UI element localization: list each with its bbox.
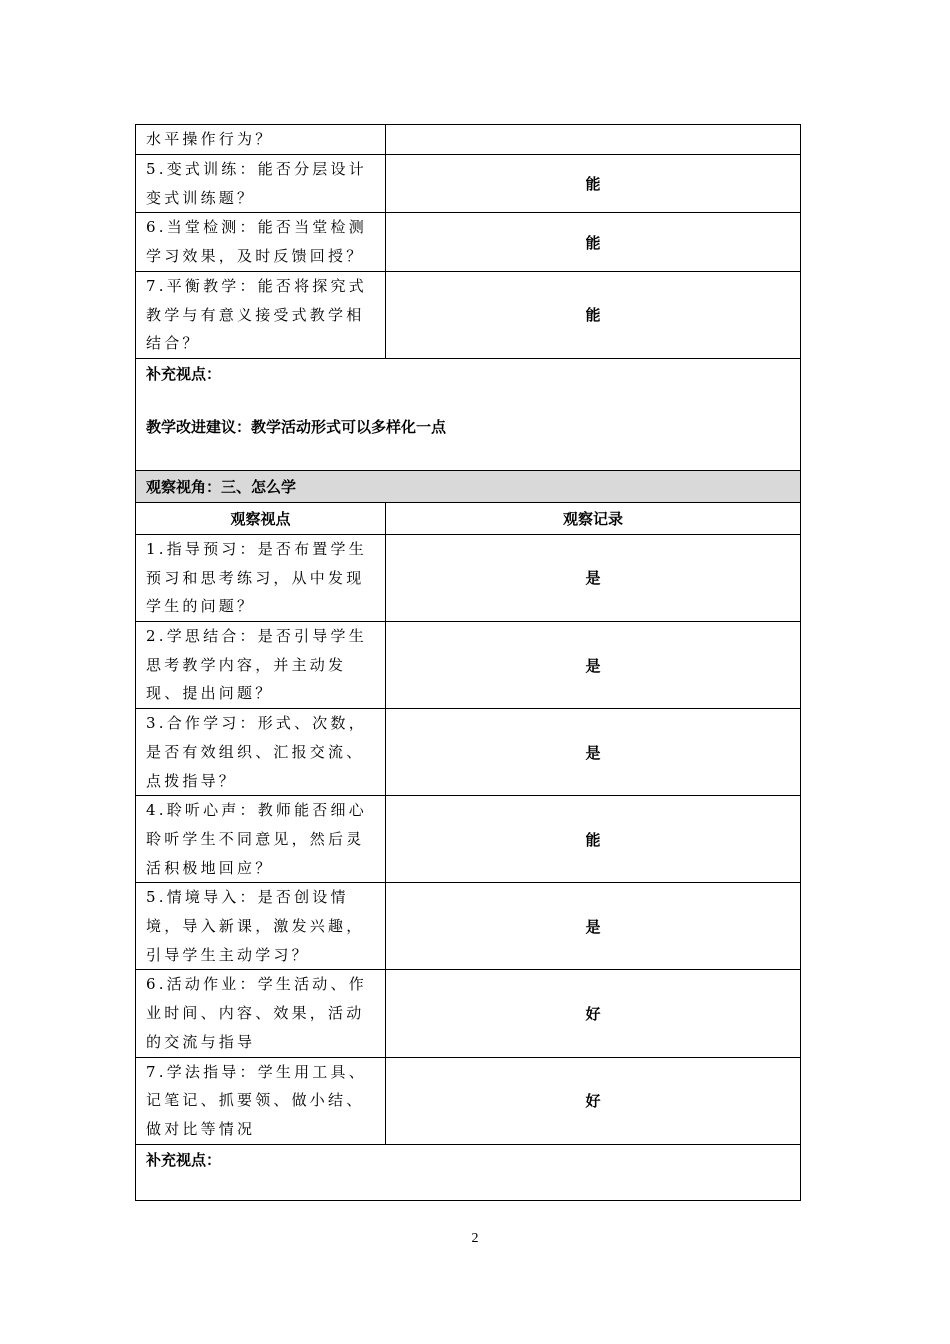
viewpoint-cell	[136, 970, 386, 1057]
record-cell: 是	[386, 883, 801, 970]
viewpoint-text: 4.聆听心声：教师能否细心聆听学生不同意见，然后灵活积极地回应？	[146, 801, 367, 877]
section-title: 观察视角：三、怎么学	[136, 470, 801, 502]
viewpoint-cell	[136, 883, 386, 970]
section-header-row	[136, 470, 801, 502]
table-row	[136, 125, 801, 155]
viewpoint-text: 1.指导预习：是否布置学生预习和思考练习，从中发现学生的问题？	[146, 539, 367, 616]
viewpoint-text: 6.当堂检测：能否当堂检测学习效果，及时反馈回授？	[146, 218, 367, 266]
viewpoint-cell	[136, 271, 386, 358]
viewpoint-text: 6.活动作业：学生活动、作业时间、内容、效果，活动的交流与指导	[146, 975, 367, 1051]
table-row	[136, 213, 801, 271]
column-header-row	[136, 502, 801, 534]
record-cell: 是	[386, 622, 801, 709]
record-cell: 能	[386, 213, 801, 271]
viewpoint-cell	[136, 622, 386, 709]
column-header-record: 观察记录	[386, 502, 801, 534]
viewpoint-cell	[136, 796, 386, 883]
supplement-label: 补充视点：	[146, 364, 222, 383]
viewpoint-cell	[136, 125, 386, 155]
viewpoint-text: 5.变式训练：能否分层设计变式训练题？	[146, 160, 367, 207]
supplement-label: 补充视点：	[146, 1150, 222, 1169]
viewpoint-text: 7.学法指导：学生用工具、记笔记、抓要领、做小结、做对比等情况	[146, 1062, 367, 1138]
record-cell: 能	[386, 271, 801, 358]
record-cell	[386, 125, 801, 155]
supplement-row	[136, 1144, 801, 1200]
record-cell: 能	[386, 155, 801, 213]
improvement-suggestion: 教学改进建议：教学活动形式可以多样化一点	[146, 417, 447, 436]
viewpoint-cell	[136, 155, 386, 213]
observation-table	[135, 124, 801, 1201]
viewpoint-text: 5.情境导入：是否创设情境，导入新课，激发兴趣，引导学生主动学习？	[146, 888, 365, 964]
viewpoint-cell	[136, 534, 386, 621]
viewpoint-text: 7.平衡教学：能否将探究式教学与有意义接受式教学相结合？	[146, 276, 367, 353]
viewpoint-text: 2.学思结合：是否引导学生思考教学内容，并主动发现、提出问题？	[146, 627, 367, 703]
viewpoint-cell	[136, 213, 386, 271]
table-row	[136, 622, 801, 709]
record-cell: 是	[386, 709, 801, 796]
page-number: 2	[471, 1231, 479, 1246]
column-header-viewpoint: 观察视点	[136, 502, 386, 534]
table-row	[136, 271, 801, 358]
viewpoint-cell	[136, 709, 386, 796]
viewpoint-cell	[136, 1057, 386, 1144]
table-row	[136, 883, 801, 970]
table-row	[136, 709, 801, 796]
supplement-row	[136, 358, 801, 470]
supplement-cell	[136, 1144, 801, 1200]
table-row	[136, 534, 801, 621]
record-cell: 好	[386, 970, 801, 1057]
supplement-cell	[136, 358, 801, 470]
table-row	[136, 970, 801, 1057]
record-cell: 是	[386, 534, 801, 621]
table-row	[136, 1057, 801, 1144]
viewpoint-text: 水平操作行为？	[146, 130, 274, 148]
record-cell: 好	[386, 1057, 801, 1144]
table-row	[136, 155, 801, 213]
record-cell: 能	[386, 796, 801, 883]
table-row	[136, 796, 801, 883]
viewpoint-text: 3.合作学习：形式、次数，是否有效组织、汇报交流、点拨指导？	[146, 714, 367, 790]
